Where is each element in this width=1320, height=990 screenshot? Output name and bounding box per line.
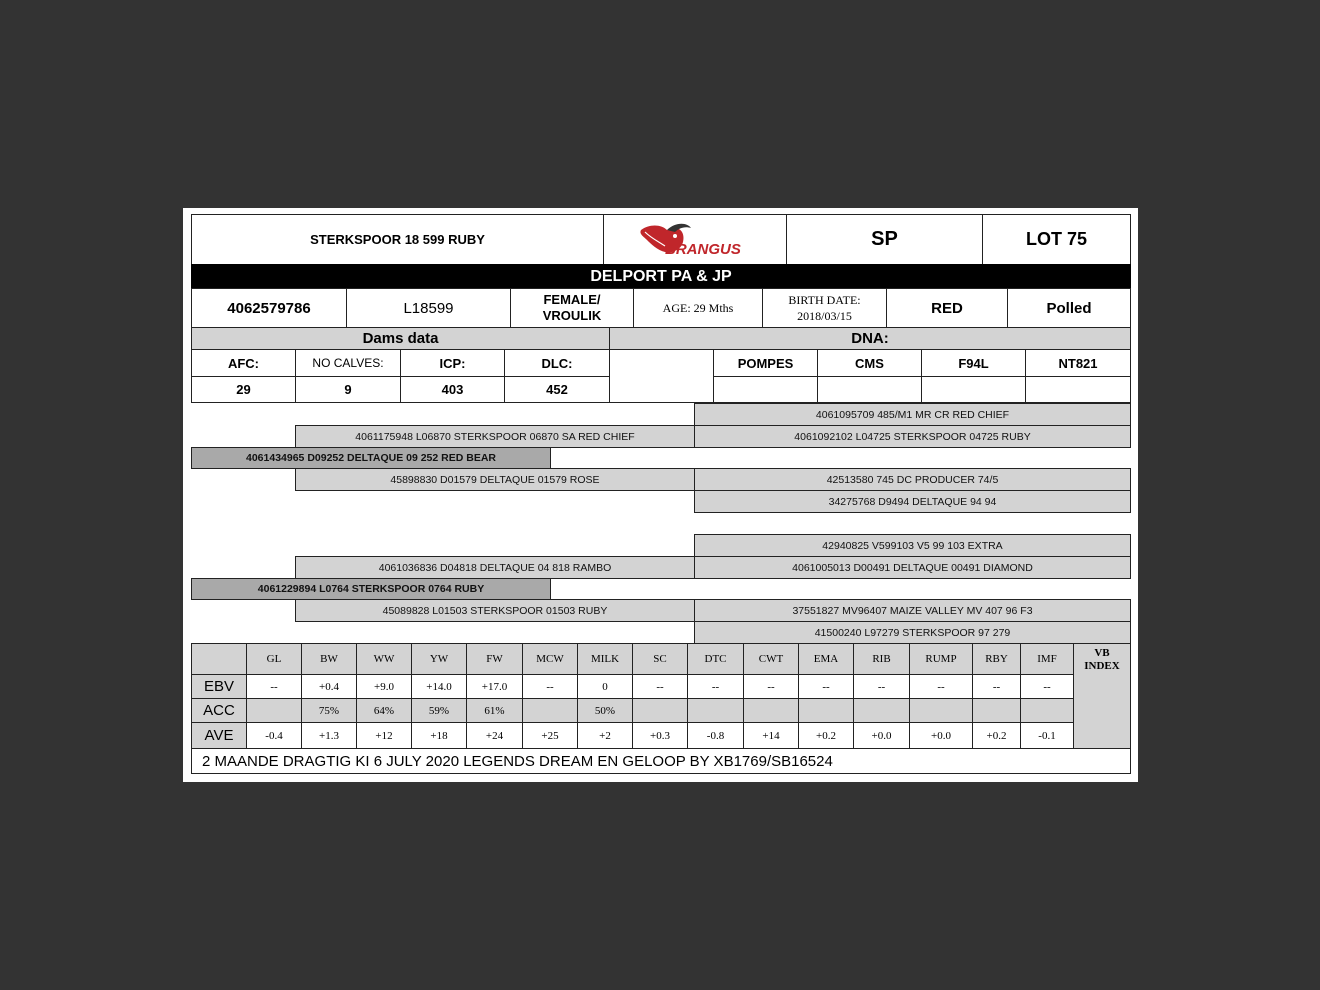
pedigree-dam-sire-dam: 4061005013 D00491 DELTAQUE 00491 DIAMOND <box>694 556 1131 579</box>
lot-card <box>183 208 1138 782</box>
ebv-cell-ebv-gl: -- <box>246 674 302 699</box>
ebv-cell-ebv-imf: -- <box>1020 674 1074 699</box>
pedigree-sire-sire-sire: 4061095709 485/M1 MR CR RED CHIEF <box>694 403 1131 426</box>
ebv-cell-acc-bw: 75% <box>301 698 357 723</box>
ebv-cell-acc-cwt <box>743 698 799 723</box>
pedigree-dam-dam: 45089828 L01503 STERKSPOOR 01503 RUBY <box>295 599 695 622</box>
ebv-col-mcw: MCW <box>522 643 578 675</box>
ebv-cell-acc-rump <box>909 698 973 723</box>
dna-header-f94l: F94L <box>921 349 1026 377</box>
dams-header-afc: AFC: <box>191 349 296 377</box>
dna-header-nt821: NT821 <box>1025 349 1131 377</box>
ebv-row-label-ebv: EBV <box>191 674 247 699</box>
ebv-corner-cell <box>191 643 247 675</box>
brangus-logo <box>603 214 787 265</box>
ebv-col-rby: RBY <box>972 643 1021 675</box>
ebv-col-cwt: CWT <box>743 643 799 675</box>
pedigree-sire-sire-dam: 4061092102 L04725 STERKSPOOR 04725 RUBY <box>694 425 1131 448</box>
vb-index-line1: VB <box>1094 647 1110 659</box>
ebv-cell-ebv-milk: 0 <box>577 674 633 699</box>
ebv-cell-ebv-mcw: -- <box>522 674 578 699</box>
ebv-cell-ave-mcw: +25 <box>522 722 578 749</box>
ebv-col-fw: FW <box>466 643 523 675</box>
reg-number: 4062579786 <box>191 288 347 328</box>
vb-index-header <box>1074 644 1130 673</box>
ebv-cell-acc-sc <box>632 698 688 723</box>
dna-value-pompes <box>713 376 818 403</box>
ebv-cell-acc-yw: 59% <box>411 698 467 723</box>
pedigree-sire-dam-dam: 34275768 D9494 DELTAQUE 94 94 <box>694 490 1131 513</box>
prefix: SP <box>786 214 983 265</box>
dams-value-icp: 403 <box>400 376 505 403</box>
ebv-cell-ave-cwt: +14 <box>743 722 799 749</box>
ebv-cell-ebv-rby: -- <box>972 674 1021 699</box>
dams-value-dlc: 452 <box>504 376 610 403</box>
ebv-col-ww: WW <box>356 643 412 675</box>
colour: RED <box>886 288 1008 328</box>
ebv-cell-ave-fw: +24 <box>466 722 523 749</box>
footer-note: 2 MAANDE DRAGTIG KI 6 JULY 2020 LEGENDS DREAM EN GELOOP BY XB1769/SB16524 <box>191 748 1131 774</box>
sex-line2: VROULIK <box>542 308 602 323</box>
dams-data-title: Dams data <box>191 327 610 350</box>
ebv-cell-ebv-bw: +0.4 <box>301 674 357 699</box>
ebv-cell-ave-rump: +0.0 <box>909 722 973 749</box>
ebv-cell-acc-gl <box>246 698 302 723</box>
ebv-cell-acc-ema <box>798 698 854 723</box>
horn-status: Polled <box>1007 288 1131 328</box>
pedigree-dam-sire: 4061036836 D04818 DELTAQUE 04 818 RAMBO <box>295 556 695 579</box>
dna-value-cms <box>817 376 922 403</box>
ebv-cell-acc-rby <box>972 698 1021 723</box>
bull-head-icon <box>635 220 755 260</box>
ebv-cell-ebv-yw: +14.0 <box>411 674 467 699</box>
birth-date: 2018/03/15 <box>797 309 852 323</box>
lot-number: LOT 75 <box>982 214 1131 265</box>
pedigree-dam-dam-sire: 37551827 MV96407 MAIZE VALLEY MV 407 96 F3 <box>694 599 1131 622</box>
dna-title: DNA: <box>609 327 1131 350</box>
dams-header-icp: ICP: <box>400 349 505 377</box>
ebv-col-dtc: DTC <box>687 643 744 675</box>
ebv-cell-ebv-sc: -- <box>632 674 688 699</box>
ebv-cell-acc-mcw <box>522 698 578 723</box>
ebv-cell-ebv-dtc: -- <box>687 674 744 699</box>
pedigree-sire-dam: 45898830 D01579 DELTAQUE 01579 ROSE <box>295 468 695 491</box>
birth-date-label: BIRTH DATE: <box>788 293 861 307</box>
dams-value-calves: 9 <box>295 376 401 403</box>
logo-text: BRANGUS <box>665 240 741 258</box>
ebv-row-label-ave: AVE <box>191 722 247 749</box>
ebv-cell-ave-ww: +12 <box>356 722 412 749</box>
ebv-col-gl: GL <box>246 643 302 675</box>
pedigree-sire-sire: 4061175948 L06870 STERKSPOOR 06870 SA RED CHIEF <box>295 425 695 448</box>
dams-header-dlc: DLC: <box>504 349 610 377</box>
ebv-cell-ave-dtc: -0.8 <box>687 722 744 749</box>
ebv-cell-acc-rib <box>853 698 910 723</box>
ebv-col-rib: RIB <box>853 643 910 675</box>
ebv-cell-ave-ema: +0.2 <box>798 722 854 749</box>
ebv-cell-ave-bw: +1.3 <box>301 722 357 749</box>
ebv-cell-ave-rby: +0.2 <box>972 722 1021 749</box>
ebv-cell-ebv-ww: +9.0 <box>356 674 412 699</box>
ebv-cell-acc-ww: 64% <box>356 698 412 723</box>
pedigree-dam-sire-sire: 42940825 V599103 V5 99 103 EXTRA <box>694 534 1131 557</box>
ebv-cell-ebv-fw: +17.0 <box>466 674 523 699</box>
ebv-col-yw: YW <box>411 643 467 675</box>
dna-value-f94l <box>921 376 1026 403</box>
dna-blank-cell <box>609 349 714 403</box>
dna-value-nt821 <box>1025 376 1131 403</box>
ebv-col-milk: MILK <box>577 643 633 675</box>
ebv-cell-ebv-rib: -- <box>853 674 910 699</box>
ebv-cell-ebv-cwt: -- <box>743 674 799 699</box>
ebv-cell-ave-milk: +2 <box>577 722 633 749</box>
ebv-cell-acc-milk: 50% <box>577 698 633 723</box>
pedigree-dam: 4061229894 L0764 STERKSPOOR 0764 RUBY <box>191 578 551 600</box>
birth-date-cell <box>762 288 887 328</box>
ebv-cell-ave-imf: -0.1 <box>1020 722 1074 749</box>
pedigree-sire: 4061434965 D09252 DELTAQUE 09 252 RED BEAR <box>191 447 551 469</box>
ebv-cell-acc-dtc <box>687 698 744 723</box>
dna-header-pompes: POMPES <box>713 349 818 377</box>
ebv-cell-acc-fw: 61% <box>466 698 523 723</box>
ebv-cell-ebv-rump: -- <box>909 674 973 699</box>
ebv-col-rump: RUMP <box>909 643 973 675</box>
dams-header-calves: NO CALVES: <box>295 349 401 377</box>
animal-id: L18599 <box>346 288 511 328</box>
owner-bar: DELPORT PA & JP <box>191 264 1131 289</box>
pedigree-dam-dam-dam: 41500240 L97279 STERKSPOOR 97 279 <box>694 621 1131 644</box>
dams-value-afc: 29 <box>191 376 296 403</box>
animal-name: STERKSPOOR 18 599 RUBY <box>191 214 604 265</box>
ebv-row-label-acc: ACC <box>191 698 247 723</box>
ebv-cell-ave-sc: +0.3 <box>632 722 688 749</box>
dna-header-cms: CMS <box>817 349 922 377</box>
ebv-col-imf: IMF <box>1020 643 1074 675</box>
sex-line1: FEMALE/ <box>543 292 601 307</box>
ebv-cell-acc-imf <box>1020 698 1074 723</box>
ebv-col-ema: EMA <box>798 643 854 675</box>
ebv-cell-ave-rib: +0.0 <box>853 722 910 749</box>
age: AGE: 29 Mths <box>633 288 763 328</box>
ebv-col-sc: SC <box>632 643 688 675</box>
pedigree-sire-dam-sire: 42513580 745 DC PRODUCER 74/5 <box>694 468 1131 491</box>
vb-index-line2: INDEX <box>1084 660 1120 672</box>
sex-cell <box>510 288 634 328</box>
ebv-cell-ave-yw: +18 <box>411 722 467 749</box>
ebv-col-bw: BW <box>301 643 357 675</box>
ebv-cell-ebv-ema: -- <box>798 674 854 699</box>
ebv-cell-ave-gl: -0.4 <box>246 722 302 749</box>
vb-index-cell <box>1073 643 1131 749</box>
